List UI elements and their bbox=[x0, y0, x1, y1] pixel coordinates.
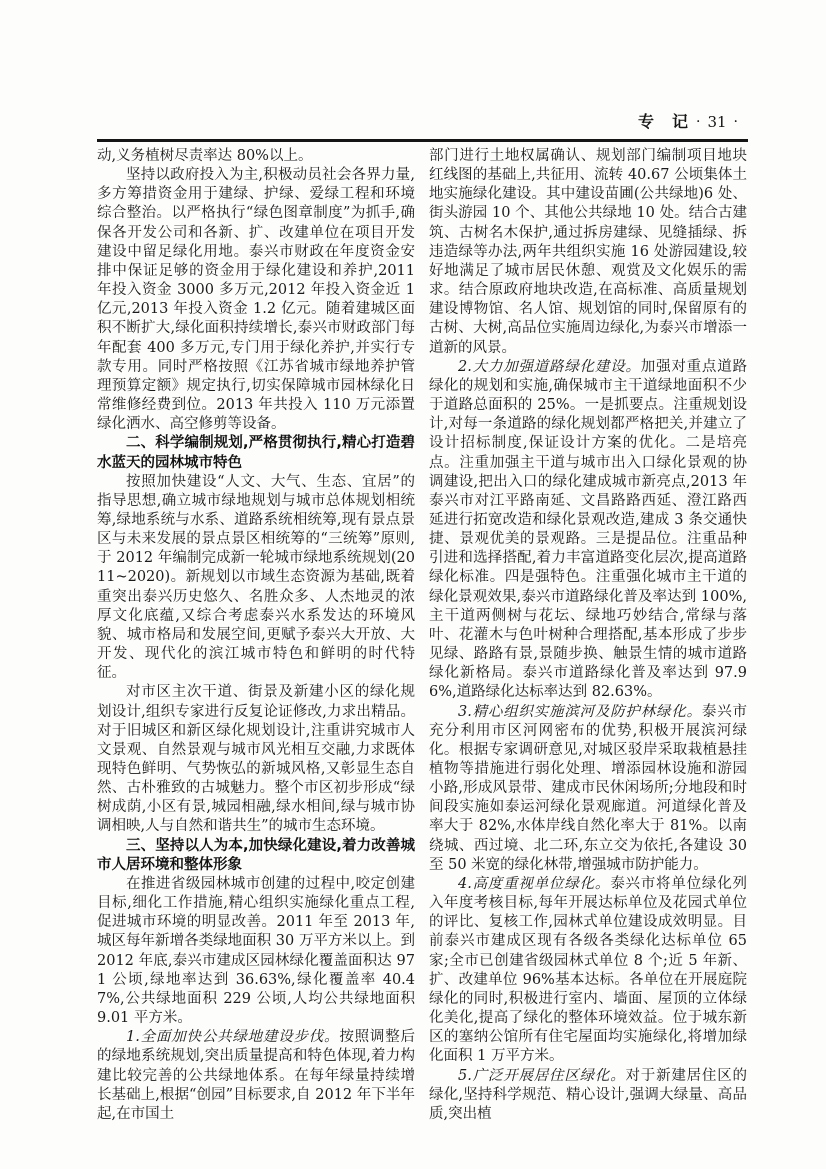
text-columns bbox=[97, 147, 747, 1124]
item-text: 泰兴市充分利用市区河网密布的优势,积极开展滨河绿化。根据专家调研意见,对城区驳岸采取栽植悬挂植物等措施进行弱化处理、增添园林设施和游园小路,形成风景带、建成市民休闲场所;分地段和时间段实施如泰运河绿化景观廊道。河道绿化普及率大于 82%,水体岸线自然化率大于 81%。以南绕城、西过境、北二环,东立交为依托,各建设 30 至 50 米宽的绿化林带,增强城市防护能力。 bbox=[429, 703, 747, 873]
body-paragraph: 按照加快建设“人文、大气、生态、宜居”的指导思想,确立城市绿地规划与城市总体规划相统筹,绿地系统与水系、道路系统相统筹,现有景点景区与未来发展的景点景区相统筹的“三统筹”原则,于 2012 年编制完成新一轮城市绿地系统规划(2011~2020)。新规划以市域生态资源为基础,既着重突出泰兴历史悠久、名胜众多、人杰地灵的浓厚文化底蕴,又综合考虑泰兴水系发达的环境风貌、城市格局和发展空间,更赋予泰兴大开放、大开发、现代化的滨江城市特色和鲜明的时代特征。 bbox=[97, 473, 415, 682]
item-lead: 2.大力加强道路绿化建设。 bbox=[458, 358, 641, 375]
header-dot: · bbox=[733, 114, 738, 130]
header-dot: · bbox=[696, 114, 701, 130]
item-text: 加强对重点道路绿化的规划和实施,确保城市主干道绿地面积不少于道路总面积的 25%。一是抓要点。注重规划设计,对每一条道路的绿化规划都严格把关,并建立了设计招标制度,保证设计方案的优化。二是培亮点。注重加强主干道与城市出入口绿化景观的协调建设,把出入口的绿化建成城市新亮点,2013 年泰兴市对江平路南延、文昌路路西延、澄江路西延进行拓宽改造和绿化景观改造,建成 3 条交通快捷、景观优美的景观路。三是提品位。注重品种引进和选择搭配,着力丰富道路变化层次,提高道路绿化标准。四是强特色。注重强化城市主干道的绿化景观效果,泰兴市道路绿化普及率达到 100%,主干道两侧树与花坛、绿地巧妙结合,常绿与落叶、花灌木与色叶树种合理搭配,基本形成了步步见绿、路路有景,景随步换、触景生情的城市道路绿化新格局。泰兴市道路绿化普及率达到 97.96%,道路绿化达标率达到 82.63%。 bbox=[429, 358, 747, 701]
body-paragraph: 对市区主次干道、街景及新建小区的绿化规划设计,组织专家进行反复论证修改,力求出精品。对于旧城区和新区绿化规划设计,注重讲究城市人文景观、自然景观与城市风光相互交融,力求既体现特色鲜明、气势恢弘的新城风格,又彰显生态自然、古朴雅致的古城魅力。整个市区初步形成“绿树成荫,小区有景,城园相融,绿水相间,绿与城市协调相映,人与自然和谐共生”的城市生态环境。 bbox=[97, 684, 415, 835]
item-lead: 5.广泛开展居住区绿化。 bbox=[458, 1067, 626, 1084]
numbered-item-paragraph bbox=[429, 703, 747, 875]
item-text: 按照调整后的绿地系统规划,突出质量提高和特色体现,着力构建比较完善的公共绿地体系。在每年绿量持续增长基础上,根据“创园”目标要求,自 2012 年下半年起,在市国土 bbox=[97, 1029, 415, 1122]
item-lead: 3.精心组织实施滨河及防护林绿化。 bbox=[458, 703, 702, 720]
item-lead: 4.高度重视单位绿化。 bbox=[458, 875, 611, 892]
section-heading: 三、坚持以人为本,加快绿化建设,着力改善城市人居环境和整体形象 bbox=[97, 837, 415, 873]
item-lead: 1.全面加快公共绿地建设步伐。 bbox=[126, 1029, 340, 1046]
left-column bbox=[97, 147, 415, 1124]
body-paragraph: 在推进省级园林城市创建的过程中,咬定创建目标,细化工作措施,精心组织实施绿化重点工程,促进城市环境的明显改善。2011 年至 2013 年,城区每年新增各类绿地面积 30 万平方米以上。到 2012 年底,泰兴市建成区园林绿化覆盖面积达 971 公顷,绿地率达到 36.63%,绿化覆盖率 40.47%,公共绿地面积 229 公顷,人均公共绿地面积 9.01 平方米。 bbox=[97, 875, 415, 1027]
section-heading: 二、科学编制规划,严格贯彻执行,精心打造碧水蓝天的园林城市特色 bbox=[97, 435, 415, 471]
numbered-item-paragraph bbox=[97, 1028, 415, 1124]
item-text: 泰兴市将单位绿化列入年度考核目标,每年开展达标单位及花园式单位的评比、复核工作,园林式单位建设成效明显。目前泰兴市建成区现有各级各类绿化达标单位 65 家;全市已创建省级园林式单位 8 个;近 5 年新、扩、改建单位 96%基本达标。各单位在开展庭院绿化的同时,积极进行室内、墙面、屋顶的立体绿化美化,提高了绿化的整体环境效益。位于城东新区的塞纳公馆所有住宅屋面均实施绿化,将增加绿化面积 1 万平方米。 bbox=[429, 875, 747, 1065]
numbered-item-paragraph bbox=[429, 358, 747, 703]
numbered-item-paragraph bbox=[429, 1067, 747, 1124]
body-paragraph: 坚持以政府投入为主,积极动员社会各界力量,多方筹措资金用于建绿、护绿、爱绿工程和环境综合整治。以严格执行“绿色图章制度”为抓手,确保各开发公司和各新、扩、改建单位在项目开发建设中留足绿化用地。泰兴市财政在年度资金安排中保证足够的资金用于绿化建设和养护,2011 年投入资金 3000 多万元,2012 年投入资金近 1 亿元,2013 年投入资金 1.2 亿元。随着建城区面积不断扩大,绿化面积持续增长,泰兴市财政部门每年配套 400 多万元,专门用于绿化养护,并实行专款专用。同时严格按照《江苏省城市绿地养护管理预算定额》规定执行,切实保障城市园林绿化日常维修经费到位。2013 年共投入 110 万元添置绿化洒水、高空修剪等设备。 bbox=[97, 167, 415, 433]
header-rule bbox=[97, 139, 748, 142]
item-text: 对于新建居住区的绿化,坚持科学规范、精心设计,强调大绿量、高品质,突出植 bbox=[429, 1067, 748, 1122]
running-header bbox=[97, 111, 745, 133]
header-page-number: 31 bbox=[707, 113, 727, 131]
right-column bbox=[429, 147, 747, 1124]
numbered-item-paragraph bbox=[429, 875, 747, 1067]
header-section-title: 专 记 bbox=[637, 112, 689, 131]
continuation-paragraph: 动,义务植树尽责率达 80%以上。 bbox=[97, 148, 313, 164]
continuation-paragraph: 部门进行土地权属确认、规划部门编制项目地块红线图的基础上,共征用、流转 40.67 公顷集体土地实施绿化建设。其中建设苗圃(公共绿地)6 处、街头游园 10 个、其他公共绿地 10 处。结合古建筑、古树名木保护,通过拆房建绿、见缝插绿、拆违造绿等办法,两年共组织实施 16 处游园建设,较好地满足了城市居民休憩、观赏及文化娱乐的需求。结合原政府地块改造,在高标准、高质量规划建设博物馆、名人馆、规划馆的同时,保留原有的古树、大树,高品位实施周边绿化,为泰兴市增添一道新的风景。 bbox=[429, 148, 747, 356]
